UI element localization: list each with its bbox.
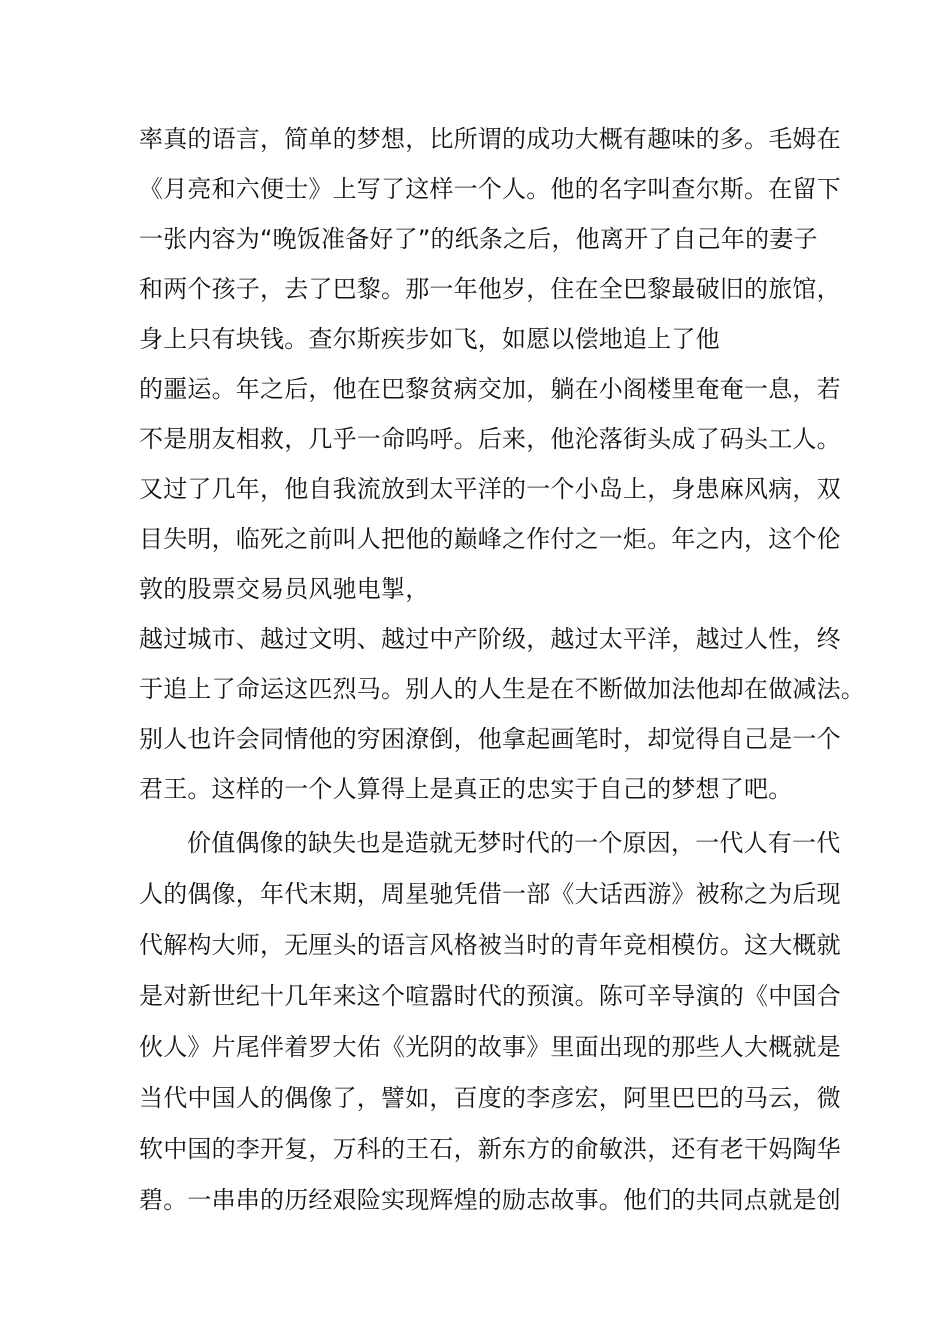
text-line: 伙人》片尾伴着罗大佑《光阴的故事》里面出现的那些人大概就是: [139, 1033, 841, 1061]
text-line: 的噩运。年之后，他在巴黎贫病交加，躺在小阁楼里奄奄一息，若: [139, 375, 841, 403]
text-line: 不是朋友相救，几乎一命呜呼。后来，他沦落街头成了码头工人。: [139, 425, 841, 453]
text-line: 当代中国人的偶像了，譬如，百度的李彦宏，阿里巴巴的马云，微: [139, 1084, 841, 1112]
text-line: 别人也许会同情他的穷困潦倒，他拿起画笔时，却觉得自己是一个: [139, 725, 841, 753]
text-line: 君王。这样的一个人算得上是真正的忠实于自己的梦想了吧。: [139, 775, 793, 803]
text-line: 代解构大师，无厘头的语言风格被当时的青年竞相模仿。这大概就: [139, 931, 841, 959]
text-line: 和两个孩子，去了巴黎。那一年他岁，住在全巴黎最破旧的旅馆，: [139, 275, 841, 303]
text-line: 《月亮和六便士》上写了这样一个人。他的名字叫查尔斯。在留下: [139, 175, 841, 203]
text-line: 身上只有块钱。查尔斯疾步如飞，如愿以偿地追上了他: [139, 325, 720, 353]
paragraph-start-line: 价值偶像的缺失也是造就无梦时代的一个原因，一代人有一代: [187, 829, 841, 857]
text-line: 人的偶像，年代末期，周星驰凭借一部《大话西游》被称之为后现: [139, 880, 841, 908]
text-line: 是对新世纪十几年来这个喧嚣时代的预演。陈可辛导演的《中国合: [139, 982, 841, 1010]
text-line: 一张内容为“晚饭准备好了”的纸条之后，他离开了自己年的妻子: [139, 225, 818, 253]
text-line: 于追上了命运这匹烈马。别人的人生是在不断做加法他却在做减法。: [139, 675, 865, 703]
text-line: 碧。一串串的历经艰险实现辉煌的励志故事。他们的共同点就是创: [139, 1186, 841, 1214]
text-line: 越过城市、越过文明、越过中产阶级，越过太平洋，越过人性，终: [139, 625, 841, 653]
text-line: 敦的股票交易员风驰电掣，: [139, 575, 430, 603]
text-line: 率真的语言，简单的梦想，比所谓的成功大概有趣味的多。毛姆在: [139, 125, 841, 153]
text-line: 又过了几年，他自我流放到太平洋的一个小岛上，身患麻风病，双: [139, 475, 841, 503]
text-line: 软中国的李开复，万科的王石，新东方的俞敏洪，还有老干妈陶华: [139, 1135, 841, 1163]
text-line: 目失明，临死之前叫人把他的巅峰之作付之一炬。年之内，这个伦: [139, 525, 841, 553]
